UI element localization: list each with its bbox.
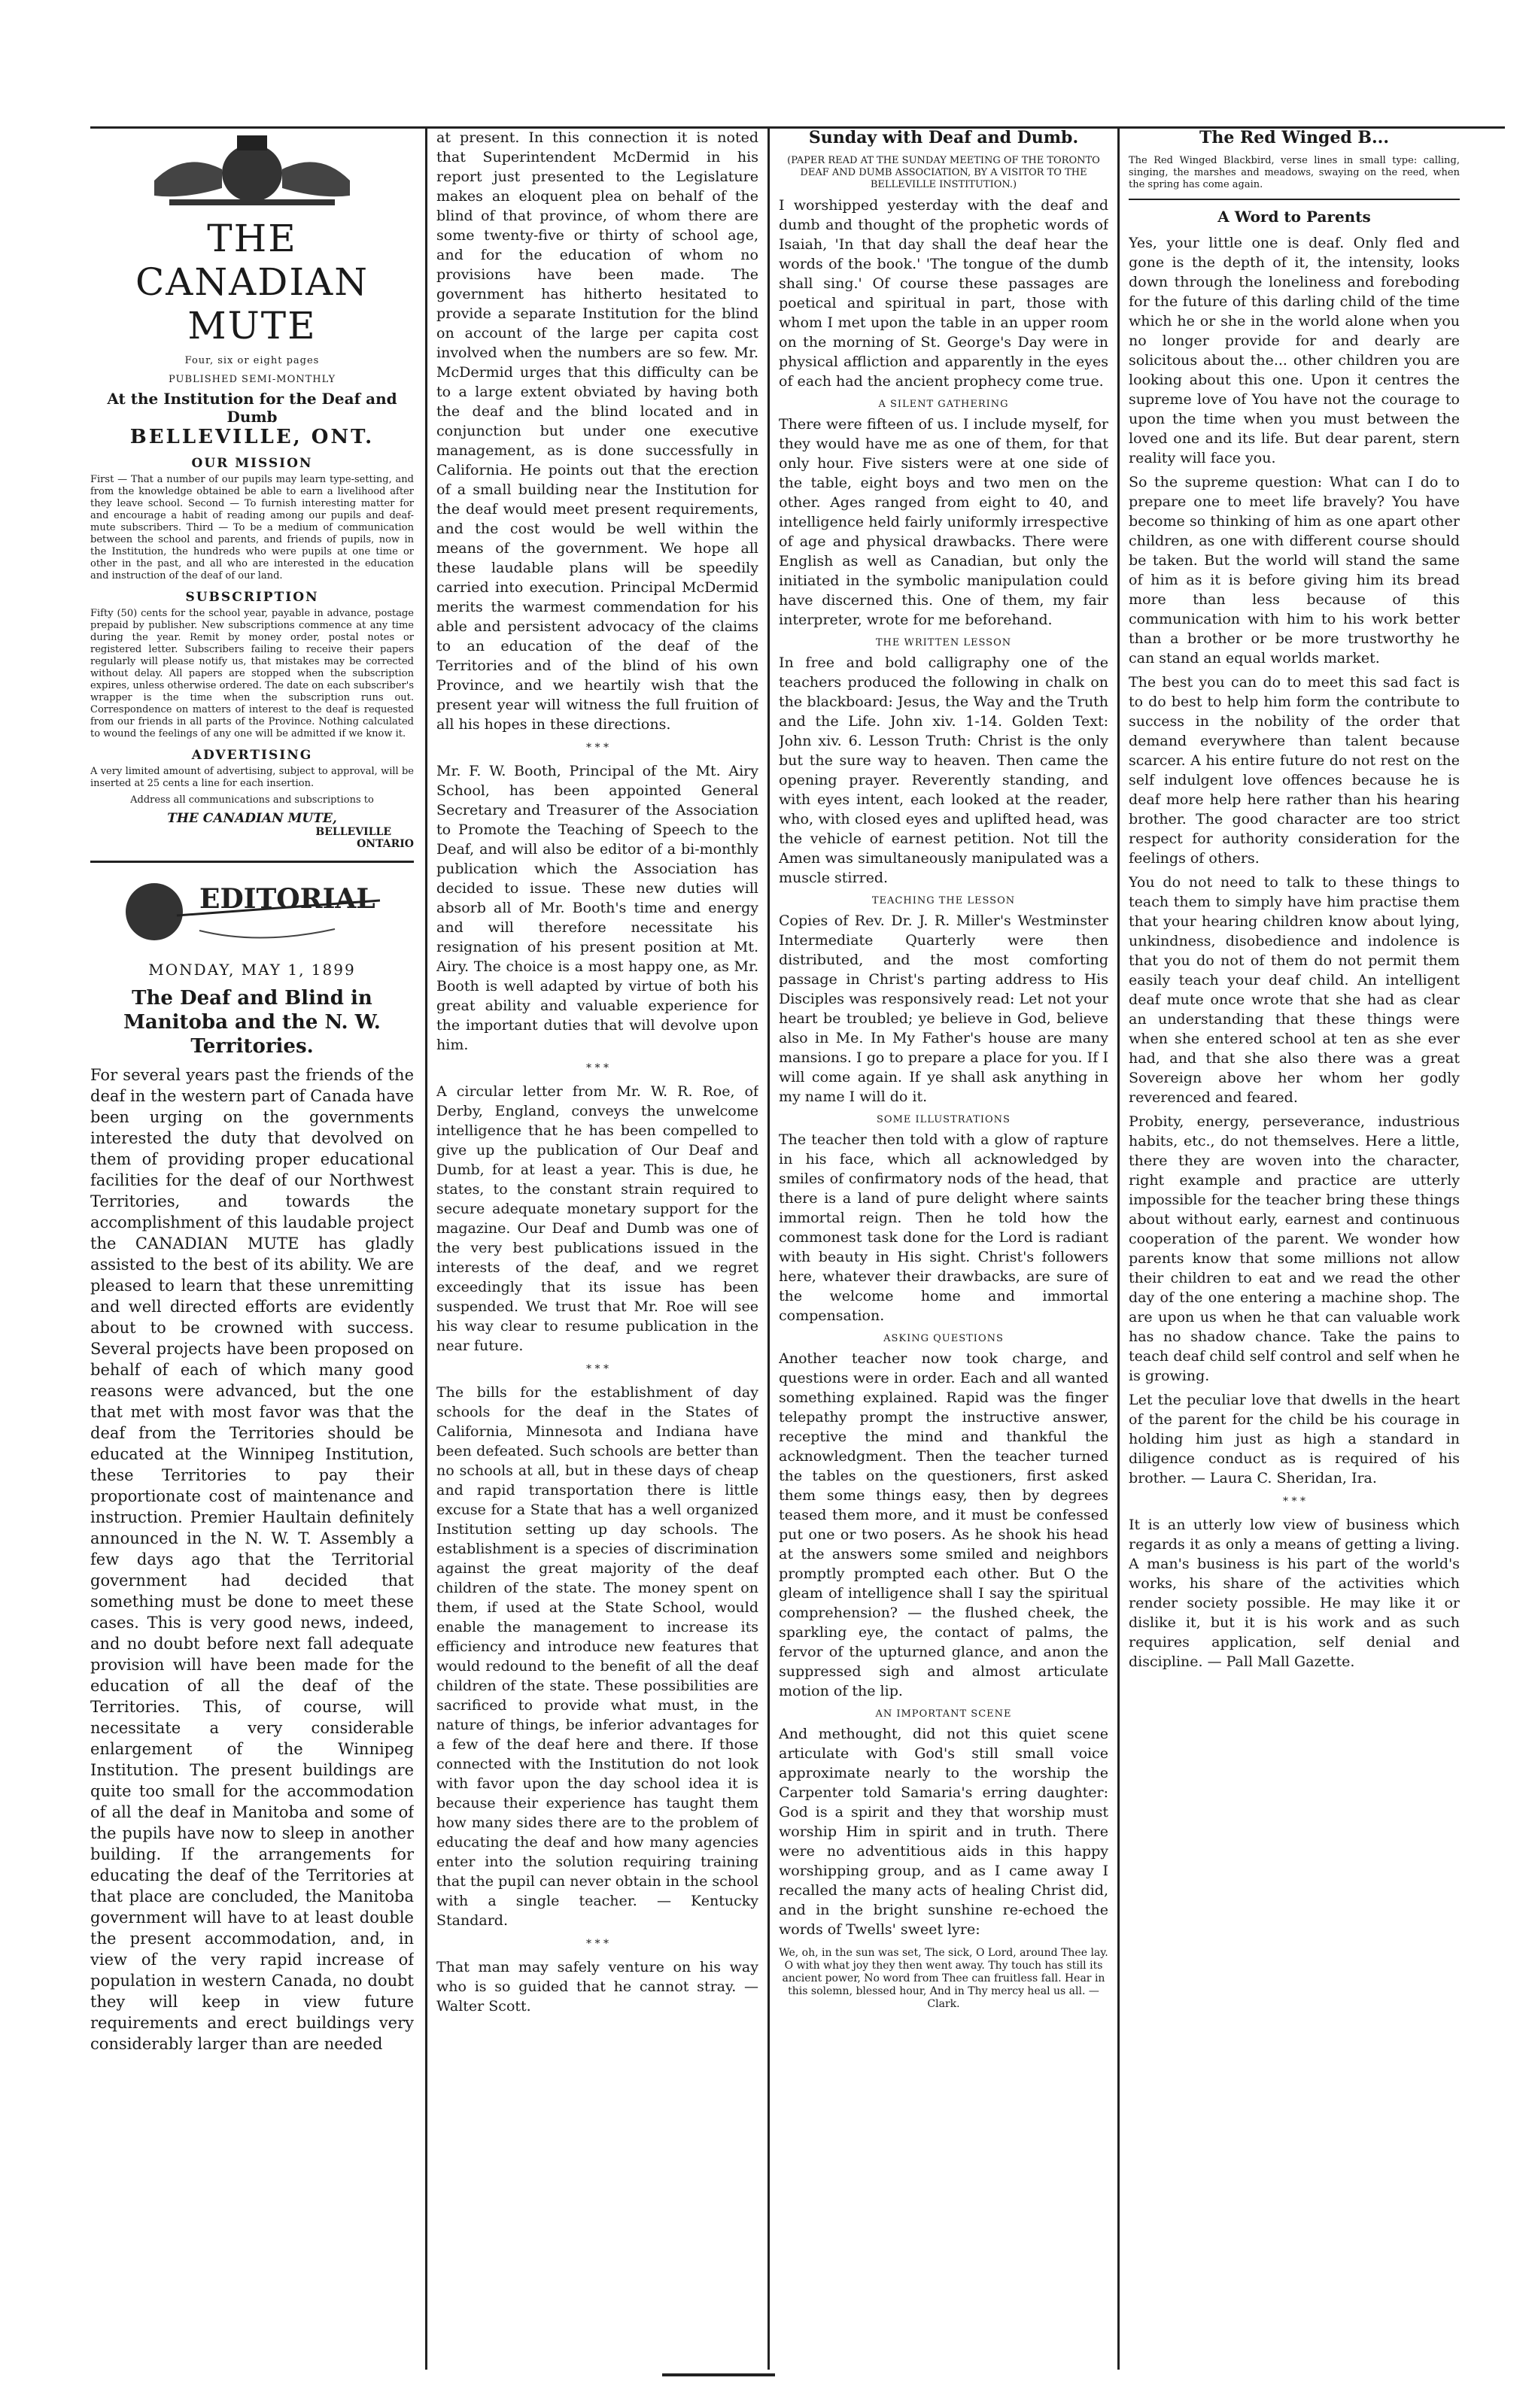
address-name: THE CANADIAN MUTE, <box>167 811 337 826</box>
address-province: ONTARIO <box>357 838 414 850</box>
separator: * * * <box>586 1062 609 1074</box>
editorial-banner-icon <box>109 870 395 953</box>
col2-paragraph-5: That man may safely venture on his way who is so guided that he cannot stray. — Walter Scott. <box>436 1959 758 2015</box>
subscription-text: Fifty (50) cents for the school year, payable in advance, postage prepaid by publisher. New subscriptions commence at any time during the year. Remit by money order, postal notes or registered letter. Subscribers failing to receive their papers regularly will please notify us, that mistakes may be corrected without delay. All papers are stopped when the subscription expires, unless otherwise ordered. The date on each subscriber's wrapper is the time when the subscription runs out. Correspondence on matters of interest to the deaf is requested from our friends in all parts of the Province. Nothing calculated to wound the feelings of any one will be admitted if we know it. <box>90 608 414 739</box>
royal-crest-icon <box>124 128 380 211</box>
column-rule-2 <box>767 128 770 2370</box>
column-rule-3 <box>1117 128 1120 2370</box>
column-1 <box>90 128 414 2370</box>
col3-paragraph-5: The teacher then told with a glow of rapture in his face, which all acknowledged by smiles of confirmatory nods of the head, that there is a land of pure delight where saints immortal reign. Then he told how the commonest task done for the Lord is radiant with beauty in His sight. Christ's followers here, whatever their drawbacks, are sure of the welcome home and immortal compensation. <box>779 1131 1108 1324</box>
editorial-banner-text: EDITORIAL <box>199 883 375 915</box>
col3-subhead-6: AN IMPORTANT SCENE <box>875 1708 1012 1720</box>
col3-heading: Sunday with Deaf and Dumb. <box>808 128 1079 147</box>
col4-paragraph-6: Let the peculiar love that dwells in the heart of the parent for the child be his courage in holding him just as high a standard in diligence conduct as is required of his brother. — Laura C. Sheridan, Ira. <box>1129 1392 1460 1486</box>
col4-paragraph-1: Yes, your little one is deaf. Only fled and gone is the depth of it, the intensity, looks down through the loneliness and foreboding for the future of this darling child of the time which he or she in the world alone when you no longer provide for and dearly are solicitous about the... other children you are looking about this one. Upon it centres the supreme love of You have not the courage to upon the time when you must between the loved one and its life. But dear parent, stern reality will face you. <box>1129 235 1460 466</box>
separator: * * * <box>1283 1496 1305 1508</box>
col2-paragraph-4: The bills for the establishment of day schools for the deaf in the States of California, Minnesota and Indiana have been defeated. Such schools are better than no schools at all, but in these days of cheap and rapid transportation there is little excuse for a State that has a well organized Institution setting up day schools. The establishment is a species of discrimination against the great majority of the deaf children of the state. The money spent on them, if used at the State School, would enable the management to increase its efficiency and introduce new features that would redound to the benefit of all the deaf children of the state. These possibilities are sacrificed to provide what must, in the nature of things, be inferior advantages for a few of the deaf here and there. If those connected with the Institution do not look with favor upon the day school idea it is because their experience has taught them how many sides there are to the problem of educating the deaf and how many agencies enter into the solution requiring training that the pupil can never obtain in the school with a single teacher. — Kentucky Standard. <box>436 1384 758 1929</box>
separator: * * * <box>586 742 609 754</box>
col3-subhead-2: THE WRITTEN LESSON <box>875 637 1012 648</box>
col4-paragraph-5: Probity, energy, perseverance, industrious habits, etc., do not themselves. Here a little, there they are woven into the character, right example and practice are utterly impossible for the teacher bring these things about without early, earnest and continuous cooperation of the parent. We wonder how parents know that some millions not allow their children to eat and we read the other day of the one entering a machine shop. The are upon us when he that can valuable work has no shadow chance. Take the pains to teach deaf child self control and self when he is growing. <box>1129 1113 1460 1384</box>
col4-subheading: A Word to Parents <box>1217 208 1371 226</box>
col2-paragraph-1: at present. In this connection it is noted that Superintendent McDermid in his report just presented to the Legislature makes an eloquent plea on behalf of the blind of that province, of whom there are some twenty-five or thirty of school age, and for the education of whom no provisions have been made. The government has hitherto hesitated to provide a separate Institution for the blind on account of the large per capita cost involved when the numbers are so few. Mr. McDermid urges that this difficulty can be to a large extent obviated by having both the deaf and the blind located and in conjunction but under one executive management, as is done successfully in California. He points out that the erection of a small building near the Institution for the deaf would meet present requirements, and the cost would be well within the means of the government. We hope all these laudable plans will be speedily carried into execution. Principal McDermid merits the warmest commendation for his able and persistent advocacy of the claims to an education of the deaf of the Territories and of the blind of his own Province, and we heartily wish that the present year will witness the full fruition of all his hopes in these directions. <box>436 129 758 733</box>
editorial-body: For several years past the friends of the deaf in the western part of Canada have been urging on the governments interested the duty that devolved on them of providing proper educational facilities for the deaf of our Northwest Territories, and towards the accomplishment of this laudable project the CANADIAN MUTE has gladly assisted to the best of its ability. We are pleased to learn that these unremitting and well directed efforts are evidently about to be crowned with success. Several projects have been proposed on behalf of each of which many good reasons were advanced, but the one that met with most favor was that the deaf from the Territories should be educated at the Winnipeg Institution, these Territories to pay their proportionate cost of maintenance and instruction. Premier Haultain definitely announced in the N. W. T. Assembly a few days ago that the Territorial government had decided that something must be done to meet these cases. This is very good news, indeed, and no doubt before next fall adequate provision will have been made for the education of all the deaf of the Territories. This, of course, will necessitate a very considerable enlargement of the Winnipeg Institution. The present buildings are quite too small for the accommodation of all the deaf in Manitoba and some of the pupils have now to sleep in another building. If the arrangements for educating the deaf of the Territories at that place are concluded, the Manitoba government will have to at least double the present accommodation, and, in view of the very rapid increase of population in western Canada, no doubt they will keep in view future requirements and erect buildings very considerably larger than are needed <box>90 1066 414 2053</box>
col3-verse: We, oh, in the sun was set, The sick, O Lord, around Thee lay. O with what joy they then went away. Thy touch has still its ancient power, No word from Thee can fruitless fall. Hear in this solemn, blessed hour, And in Thy mercy heal us all. — Clark. <box>779 1947 1108 2010</box>
editorial-headline: The Deaf and Blind in Manitoba and the N. W. Territories. <box>123 987 381 1058</box>
col4-paragraph-3: The best you can do to meet this sad fact is to do best to help him form the contribute to success in the nobility of the order that demand everywhere than talent because scarcer. A his entire future do not rest on the self indulgent love offences because he is deaf more help here rather than his hearing brother. The good character are too strict respect for authority consideration for the feelings of others. <box>1129 674 1460 867</box>
col4-poem: The Red Winged Blackbird, verse lines in small type: calling, singing, the marshes and meadows, swaying on the reed, when the spring has come again. <box>1129 155 1460 190</box>
section-divider <box>1129 199 1460 200</box>
column-2 <box>436 128 758 2370</box>
col3-subhead-3: TEACHING THE LESSON <box>871 895 1016 906</box>
column-4 <box>1129 128 1460 2370</box>
address-note: Address all communications and subscriptions to <box>130 794 374 806</box>
masthead-published: PUBLISHED SEMI-MONTHLY <box>168 374 336 385</box>
masthead-institution: At the Institution for the Deaf and Dumb <box>107 390 397 426</box>
col3-paragraph-6: Another teacher now took charge, and questions were in order. Each and all wanted something explained. Rapid was the finger telepathy prompt the instructive answer, receptive the mind and thankful the acknowledgment. Then the teacher turned the tables on the questioners, first asked them some things easy, then by degrees teased them more, and it must be confessed put one or two posers. As he shook his head at the answers some smiled and neighbors promptly prompted each other. But O the gleam of intelligence shall I say the spiritual comprehension? — the flushed cheek, the sparkling eye, the contact of palms, the fervor of the upturned glance, and anon the suppressed sigh and almost articulate motion of the lip. <box>779 1350 1108 1699</box>
advertising-heading: ADVERTISING <box>191 748 313 763</box>
col3-intro: (PAPER READ AT THE SUNDAY MEETING OF THE TORONTO DEAF AND DUMB ASSOCIATION, BY A VISITOR TO THE BELLEVILLE INSTITUTION.) <box>787 155 1100 190</box>
col3-subhead-1: A SILENT GATHERING <box>878 399 1009 410</box>
col3-paragraph-2: There were fifteen of us. I include myself, for they would have me as one of them, for that only hour. Five sisters were at one side of the table, eight boys and two men on the other. Ages ranged from eight to 40, and intelligence held fairly uniformly irrespective of age and physical drawbacks. There were English as well as Canadian, but only the initiated in the symbolic manipulation could have discerned this. One of them, my fair interpreter, wrote for me beforehand. <box>779 416 1108 628</box>
col2-paragraph-2: Mr. F. W. Booth, Principal of the Mt. Airy School, has been appointed General Secretary and Treasurer of the Association to Promote the Teaching of Speech to the Deaf, and will also be editor of a bi-monthly publication which the Association has decided to issue. These new duties will absorb all of Mr. Booth's time and energy and will therefore necessitate his resignation of his present position at Mt. Airy. The choice is a most happy one, as Mr. Booth is well adapted by virtue of both his great ability and valuable experience for the important duties that will devolve upon him. <box>436 763 758 1053</box>
col3-paragraph-4: Copies of Rev. Dr. J. R. Miller's Westminster Intermediate Quarterly were then distributed, and the most comforting passage in Christ's parting address to His Disciples was responsively read: Let not your heart be troubled; ye believe in God, believe also in Me. In My Father's house are many mansions. I go to prepare a place for you. If I will come again. If ye shall ask anything in my name I will do it. <box>779 912 1108 1105</box>
masthead-place: BELLEVILLE, ONT. <box>129 426 375 448</box>
separator: * * * <box>586 1938 609 1950</box>
col4-paragraph-4: You do not need to talk to these things to teach them to simply have him practise them that your hearing children know about lying, unkindness, disobedience and indolence is that you do not of them do not permit them easily teach your deaf child. An intelligent deaf mute once wrote that she had as clear an understanding that these things were when she entered school at ten as she ever had, and that she also there was a great Sovereign above her whom her godly reverenced and feared. <box>1129 874 1460 1106</box>
col3-paragraph-3: In free and bold calligraphy one of the teachers produced the following in chalk on the blackboard: Jesus, the Way and the Truth and the Life. John xiv. 1-14. Golden Text: John xiv. 6. Lesson Truth: Christ is the only but the sure way to heaven. Then came the opening prayer. Reverently standing, and with eyes intent, each looked at the reader, who, with closed eyes and uplifted head, was the vehicle of earnest petition. Not till the Amen was simultaneously manipulated was a muscle stirred. <box>779 654 1108 886</box>
col4-paragraph-7: It is an utterly low view of business which regards it as only a means of getting a living. A man's business is his part of the world's works, his share of the activities which render society possible. He may like it or dislike it, but it is his work and as such requires application, self denial and discipline. — Pall Mall Gazette. <box>1129 1517 1460 1670</box>
column-3 <box>779 128 1108 2370</box>
separator: * * * <box>586 1363 609 1375</box>
masthead-pages-note: Four, six or eight pages <box>184 355 320 366</box>
col4-heading: The Red Winged B... <box>1199 128 1389 147</box>
section-divider <box>90 861 414 863</box>
bottom-rule <box>662 2373 775 2376</box>
masthead-title: THE CANADIAN MUTE <box>135 217 369 348</box>
col4-paragraph-2: So the supreme question: What can I do to prepare one to meet life bravely? You have become so thinking of him as one apart other children, as one with different course should be taken. But the world will stand the same of him as it is before giving him its bread more than less because of this communication with him to his work better than a brother or be more trustworthy he can stand an equal worlds market. <box>1129 474 1460 667</box>
address-city: BELLEVILLE <box>315 826 391 838</box>
column-rule-1 <box>425 128 427 2370</box>
col3-paragraph-7: And methought, did not this quiet scene articulate with God's still small voice approximate nearly to the worship the Carpenter told Samaria's erring daughter: God is a spirit and they that worship must worship Him in spirit and in truth. There were no adventitious aids in this happy worshipping group, and as I came away I recalled the many acts of healing Christ did, and in the bright sunshine re-echoed the words of Twells' sweet lyre: <box>779 1726 1108 1938</box>
mission-text: First — That a number of our pupils may learn type-setting, and from the knowledge obtained be able to earn a livelihood after they leave school. Second — To furnish interesting matter for and encourage a habit of reading among our pupils and deaf-mute subscribers. Third — To be a medium of communication between the school and parents, and friends of pupils, now in the Institution, the hundreds who were pupils at one time or other in the past, and all who are interested in the education and instruction of the deaf of our land. <box>90 474 414 582</box>
mission-heading: OUR MISSION <box>191 456 313 471</box>
col3-subhead-4: SOME ILLUSTRATIONS <box>877 1114 1011 1125</box>
col3-paragraph-1: I worshipped yesterday with the deaf and dumb and thought of the prophetic words of Isaiah, 'In that day shall the deaf hear the words of the book.' 'The tongue of the dumb shall sing.' Of course these passages are poetical and spiritual in part, those with whom I met upon the table in an upper room on the morning of St. George's Day were in physical affliction and apparently in the eyes of each had the ancient prophecy come true. <box>779 197 1108 390</box>
subscription-heading: SUBSCRIPTION <box>185 590 319 605</box>
col3-subhead-5: ASKING QUESTIONS <box>883 1333 1004 1344</box>
advertising-text: A very limited amount of advertising, subject to approval, will be inserted at 25 cents a line for each insertion. <box>90 766 414 789</box>
editorial-date: MONDAY, MAY 1, 1899 <box>148 961 356 979</box>
col2-paragraph-3: A circular letter from Mr. W. R. Roe, of Derby, England, conveys the unwelcome intelligence that he has been compelled to give up the publication of Our Deaf and Dumb, for at least a year. This is due, he states, to the constant strain required to secure adequate monetary support for the magazine. Our Deaf and Dumb was one of the very best publications issued in the interests of the deaf, and we regret exceedingly that its issue has been suspended. We trust that Mr. Roe will see his way clear to resume publication in the near future. <box>436 1083 758 1354</box>
